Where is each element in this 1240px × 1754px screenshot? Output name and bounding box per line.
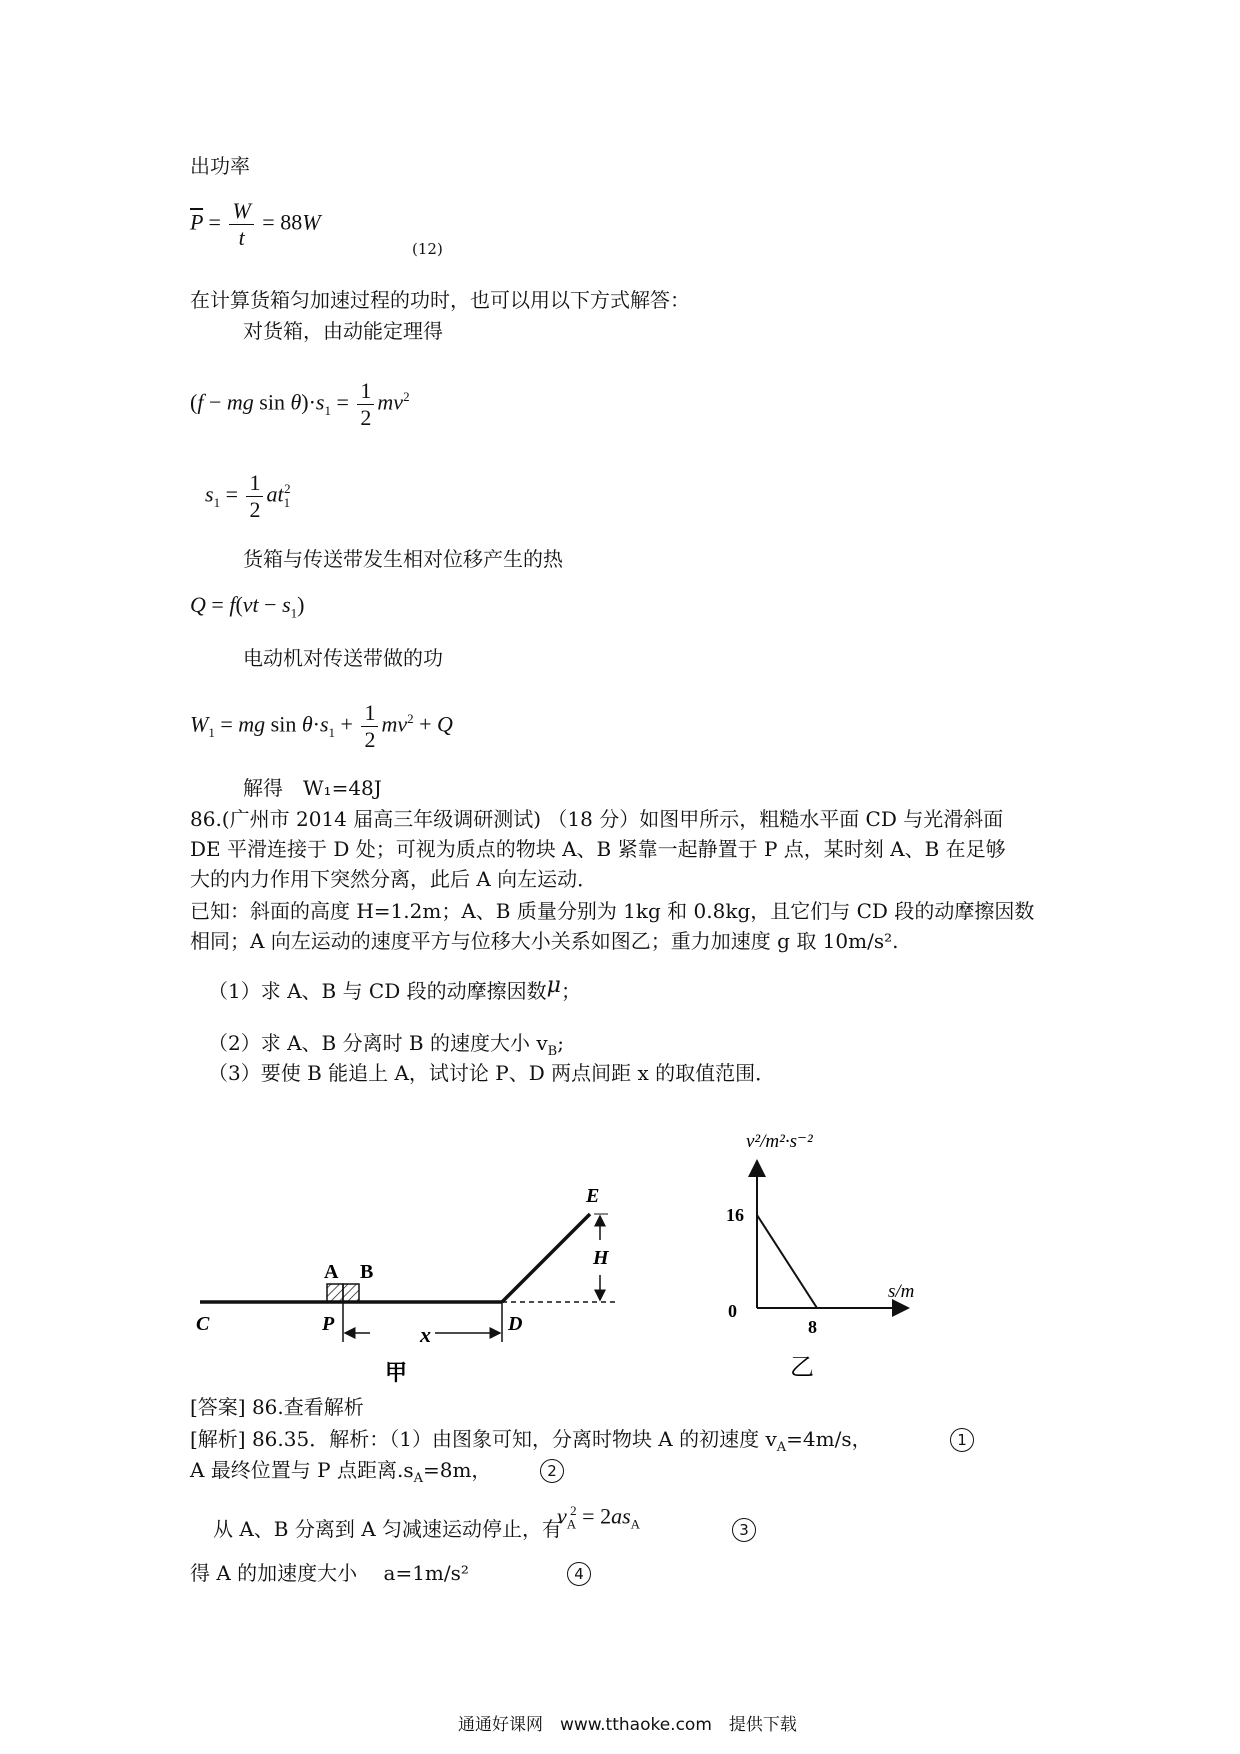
analysis-line bbox=[190, 1455, 491, 1494]
problem-line: 86.(广州市 2014 届高三年级调研测试) （18 分）如图甲所示，粗糙水平面 CD 与光滑斜面 bbox=[190, 807, 1004, 831]
equation-motor-work: $W_1$ = mg $\sin \theta\cdot s_1$ + $\frac{1}{2}$ $mv^2 + Q$ bbox=[190, 700, 453, 752]
label-a: A bbox=[324, 1261, 339, 1283]
text-line: 在计算货箱匀加速过程的功时，也可以用以下方式解答： bbox=[190, 288, 690, 312]
label-c: C bbox=[196, 1313, 210, 1335]
question-1-end: ； bbox=[560, 979, 581, 1003]
problem-line: 相同；A 向左运动的速度平方与位移大小关系如图乙；重力加速度 g 取 10m/s². bbox=[190, 929, 899, 953]
figure-yi bbox=[720, 1125, 960, 1387]
analysis-line: 得 A 的加速度大小 a=1m/s² bbox=[190, 1561, 469, 1585]
analysis-line: 从 A、B 分离到 A 匀减速运动停止，有 bbox=[213, 1517, 563, 1541]
question-1 bbox=[208, 973, 581, 1007]
label-d: D bbox=[508, 1313, 523, 1335]
text-line: 货箱与传送带发生相对位移产生的热 bbox=[243, 547, 563, 571]
circled-number: 1 bbox=[950, 1428, 974, 1452]
text-line: 对货箱，由动能定理得 bbox=[243, 319, 443, 343]
text-line: 电动机对传送带做的功 bbox=[243, 646, 443, 670]
analysis-text: A 最终位置与 P 点距离.s bbox=[190, 1458, 414, 1482]
problem-line: DE 平滑连接于 D 处；可视为质点的物块 A、B 紧靠一起静置于 P 点，某时刻 A、B 在足够 bbox=[190, 837, 1006, 861]
data-line bbox=[757, 1215, 817, 1308]
mu-symbol: μ bbox=[546, 973, 561, 998]
question-2-sub: B bbox=[547, 1044, 558, 1059]
question-2-text: （2）求 A、B 分离时 B 的速度大小 v bbox=[208, 1031, 548, 1055]
analysis-end: =8m， bbox=[422, 1458, 492, 1482]
footer: 通通好课网 www.tthaoke.com 提供下载 bbox=[458, 1715, 797, 1735]
problem-line: 已知：斜面的高度 H=1.2m；A、B 质量分别为 1kg 和 0.8kg，且它们与 CD 段的动摩擦因数 bbox=[190, 899, 1035, 923]
block-a bbox=[327, 1284, 343, 1302]
circled-number: 2 bbox=[540, 1459, 564, 1483]
caption-jia: 甲 bbox=[385, 1360, 408, 1385]
equation-number: (12) bbox=[412, 240, 443, 258]
question-3: （3）要使 B 能追上 A，试讨论 P、D 两点间距 x 的取值范围． bbox=[208, 1061, 776, 1085]
slope-de bbox=[502, 1214, 590, 1302]
y-axis-label: v²/m²·s⁻² bbox=[746, 1131, 813, 1152]
text-line: 解得 W₁=48J bbox=[243, 776, 382, 800]
origin-label: 0 bbox=[728, 1301, 737, 1321]
equation-displacement: $s_1$ = $\frac{1}{2}$ $at_1^2$ bbox=[205, 470, 291, 522]
figure-jia bbox=[190, 1170, 630, 1385]
label-x: x bbox=[420, 1322, 431, 1347]
equation-work-energy: (f − mg $\sin \theta)\cdot s_1$ = $\frac{1}{2}$ $mv^2$ bbox=[190, 378, 410, 430]
question-1-text: （1）求 A、B 与 CD 段的动摩擦因数 bbox=[208, 979, 547, 1003]
block-b bbox=[343, 1284, 359, 1302]
label-e: E bbox=[586, 1185, 600, 1207]
answer-line: [答案] 86.查看解析 bbox=[190, 1395, 364, 1419]
caption-yi: 乙 bbox=[790, 1355, 814, 1381]
label-p: P bbox=[322, 1313, 335, 1335]
circled-number: 4 bbox=[567, 1562, 591, 1586]
analysis-end: =4m/s， bbox=[786, 1427, 872, 1451]
equation-heat: $Q = f(vt - s_1)$ bbox=[190, 592, 305, 621]
x-tick-8: 8 bbox=[808, 1317, 817, 1337]
question-2-end: ; bbox=[557, 1031, 564, 1055]
x-axis-label: s/m bbox=[888, 1281, 915, 1302]
text-line: 出功率 bbox=[190, 154, 250, 178]
analysis-sub: A bbox=[413, 1471, 423, 1486]
problem-line: 大的内力作用下突然分离，此后 A 向左运动． bbox=[190, 867, 598, 891]
label-h: H bbox=[593, 1247, 609, 1269]
y-tick-16: 16 bbox=[726, 1205, 744, 1225]
circled-number: 3 bbox=[732, 1518, 756, 1542]
equation-power: $\overline{P}$ = $\frac{W}{t}$ = 88W bbox=[190, 198, 321, 250]
equation-kinematics: $v_A^2 = 2as_A$ bbox=[557, 1503, 641, 1532]
analysis-sub: A bbox=[776, 1440, 787, 1455]
analysis-text: [解析] 86.35．解析：（1）由图象可知，分离时物块 A 的初速度 v bbox=[190, 1427, 777, 1451]
label-b: B bbox=[360, 1261, 374, 1283]
